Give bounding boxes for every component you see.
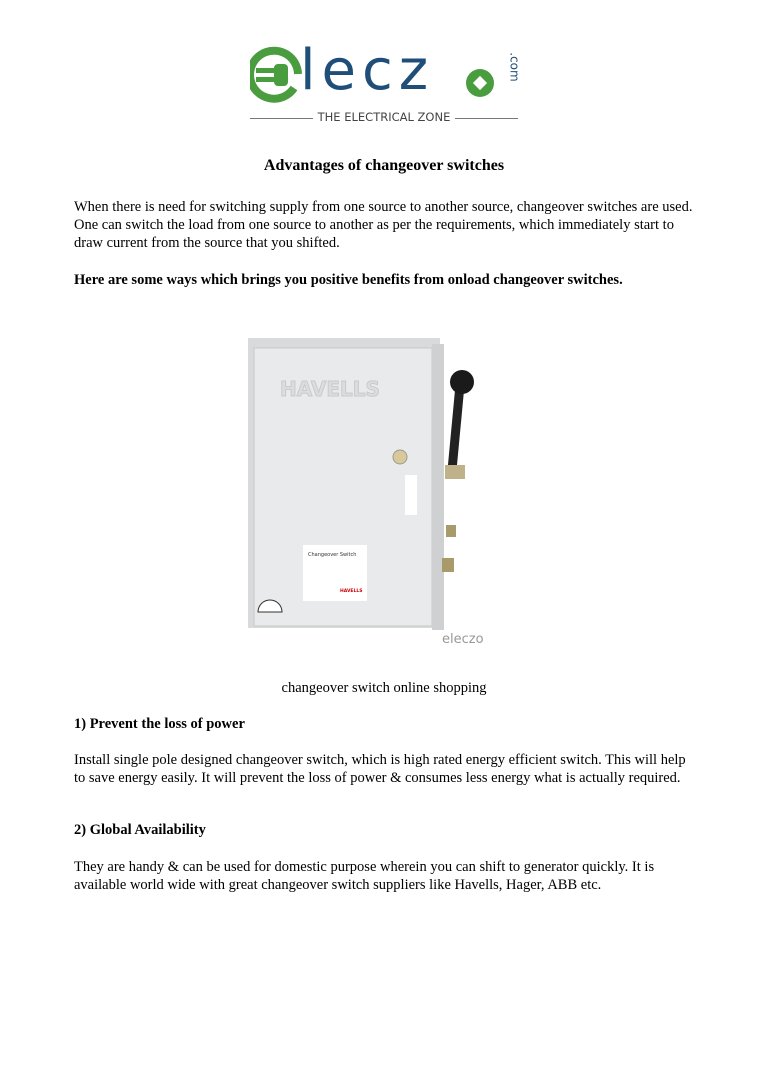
logo-domain: .com [507,52,522,82]
page-title: Advantages of changeover switches [263,157,505,174]
section-heading: 2) Global Availability [74,822,206,838]
section-body: They are handy & can be used for domestic purpose wherein you can shift to generator quickly. It is available world wide with great changeover switch suppliers like Havells, Hager, ABB etc. [74,859,655,893]
changeover-switch-image [240,330,510,650]
logo-wordmark: lecz [300,38,435,103]
plug-o-icon [465,68,495,98]
label-brand: HAVELLS [340,589,363,594]
intro-paragraph: When there is need for switching supply from one source to another source, changeover switches are used. One can switch the load from one source to another as per the requirements, which immediately start to draw current from the source that you shifted. [74,199,693,251]
section-body: Install single pole designed changeover switch, which is high rated energy efficient switch. This will help to save energy easily. It will prevent the loss of power & consumes less energy what is actually required. [74,752,686,786]
label-title: Changeover Switch [308,552,357,558]
section-heading: 1) Prevent the loss of power [74,716,245,732]
eleczo-logo [250,40,520,130]
image-watermark: eleczo [442,632,484,647]
plug-e-icon [250,44,306,104]
embossed-brand: HAVELLS [280,377,380,401]
image-caption: changeover switch online shopping [281,680,487,696]
lead-paragraph: Here are some ways which brings you positive benefits from onload changeover switches. [74,272,623,288]
logo-tagline: THE ELECTRICAL ZONE [313,110,456,124]
switch-box-illustration [240,330,510,650]
